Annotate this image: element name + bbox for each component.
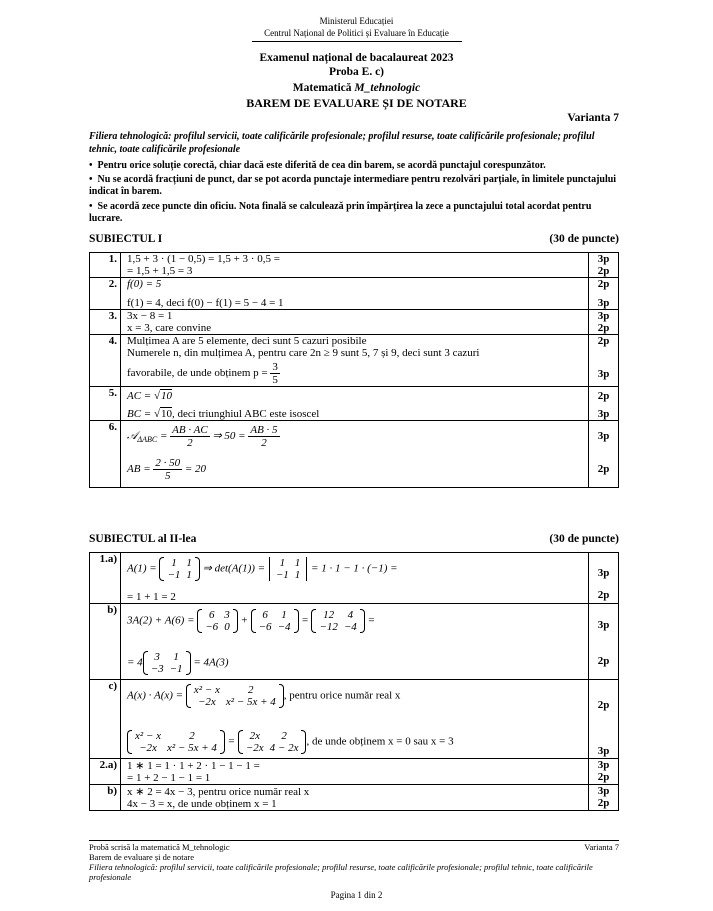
table-row bbox=[90, 387, 619, 421]
score-value: 3p bbox=[597, 253, 610, 265]
filiera-text: Filiera tehnologică: profilul servicii, toate calificările profesionale; profilul resurse, toate calificările profesionale; profilul tehnic, toate calificările profesionale bbox=[89, 131, 595, 155]
solution-line: 𝒜$_{\Delta ABC}$ = $\frac{AB \cdot AC}{2}$ ⇒ 50 = $\frac{AB \cdot 5}{2}$ bbox=[127, 424, 278, 449]
matrix: 12 4 −12 −4 bbox=[311, 609, 364, 633]
rule-item: • Se acordă zece puncte din oficiu. Nota finală se calculează prin împărțirea la zece a punctajului total acordat pentru lucrare. bbox=[89, 200, 592, 224]
score-value: 3p bbox=[597, 368, 610, 380]
table-row bbox=[90, 604, 619, 680]
determinant: 1 1 −1 1 bbox=[268, 557, 308, 581]
footer-divider bbox=[89, 840, 619, 841]
solution-line: x ∗ 2 = 4x − 3, pentru orice număr real x bbox=[127, 786, 310, 798]
solution-line: AC = √10 bbox=[127, 390, 173, 402]
score-value: 2p bbox=[597, 278, 610, 290]
solution-line: x² − x 2 −2x x² − 5x + 4 = 2x 2 −2x 4 − 2x , de unde obținem x = 0 sau x = 3 bbox=[127, 730, 588, 754]
score-value: 2p bbox=[597, 463, 610, 475]
score-value: 2p bbox=[597, 699, 610, 711]
proba-title: Proba E. c) bbox=[328, 66, 385, 78]
item-number: 6. bbox=[90, 421, 121, 488]
solution-line: 4x − 3 = x, de unde obținem x = 1 bbox=[127, 798, 277, 810]
rule-item: • Nu se acordă fracțiuni de punct, dar se pot acorda punctaje intermediare pentru rezolvări parțiale, în limitele punctajului indicat în barem. bbox=[89, 173, 617, 197]
solution-line: f(0) = 5 bbox=[127, 278, 162, 290]
item-number: 2.a) bbox=[90, 759, 121, 785]
footer-barem: Barem de evaluare și de notare bbox=[89, 852, 195, 862]
footer-exam: Probă scrisă la matematică M_tehnologic bbox=[89, 842, 230, 852]
score-value: 2p bbox=[597, 655, 610, 667]
score-value: 2p bbox=[597, 322, 610, 334]
subiect2-table bbox=[89, 552, 619, 811]
rules-list bbox=[89, 160, 619, 226]
solution-line: 1,5 + 3 · (1 − 0,5) = 1,5 + 3 · 0,5 = bbox=[127, 253, 280, 265]
table-row bbox=[90, 278, 619, 310]
item-number: 4. bbox=[90, 335, 121, 387]
solution-line: 3x − 8 = 1 bbox=[127, 310, 173, 322]
footer-info bbox=[89, 842, 619, 882]
probability-fraction: $\frac{3}{5}$ bbox=[272, 361, 278, 386]
score-value: 2p bbox=[597, 265, 610, 277]
score-value: 2p bbox=[597, 797, 610, 809]
matrix: 6 1 −6 −4 bbox=[251, 609, 299, 633]
ministry-name: Ministerul Educației bbox=[319, 16, 394, 26]
solution-line: A(x) · A(x) = x² − x 2 −2x x² − 5x + 4 , pentru orice număr real x bbox=[127, 684, 401, 708]
score-value: 2p bbox=[597, 335, 610, 347]
matrix: 1 1 −1 1 bbox=[159, 557, 199, 581]
matrix: 6 3 −6 0 bbox=[197, 609, 237, 633]
table-row bbox=[90, 310, 619, 335]
solution-line: = 1,5 + 1,5 = 3 bbox=[127, 265, 193, 277]
header-divider bbox=[252, 41, 462, 42]
item-number: 3. bbox=[90, 310, 121, 335]
item-number: 1.a) bbox=[90, 553, 121, 604]
score-value: 3p bbox=[597, 430, 610, 442]
matrix: x² − x 2 −2x x² − 5x + 4 bbox=[186, 684, 284, 708]
page-number: Pagina 1 din 2 bbox=[330, 890, 383, 900]
table-row bbox=[90, 553, 619, 604]
table-row bbox=[90, 759, 619, 785]
solution-line: Numerele n, din mulțimea A, pentru care 2n ≥ 9 sunt 5, 7 și 9, deci sunt 3 cazuri bbox=[127, 347, 480, 359]
solution-line: AB = $\frac{2 \cdot 50}{5}$ = 20 bbox=[127, 457, 207, 482]
table-row bbox=[90, 335, 619, 387]
solution-line: BC = √10, deci triunghiul ABC este isoscel bbox=[127, 408, 320, 420]
score-value: 3p bbox=[597, 297, 610, 309]
footer-filiera: Filiera tehnologică: profilul servicii, toate calificările profesionale; profilul resurse, toate calificările profesionale; profilul tehnic, toate calificările profesionale bbox=[89, 862, 593, 882]
subiect2-heading: SUBIECTUL al II-lea (30 de puncte) bbox=[89, 533, 619, 545]
subiect1-table bbox=[89, 252, 619, 488]
solution-line: A(1) = 1 1 −1 1 ⇒ det(A(1)) = 1 1 −1 1 = 1 · 1 − 1 · (−1) = bbox=[127, 557, 398, 581]
item-number: b) bbox=[90, 604, 121, 680]
score-value: 2p bbox=[597, 589, 610, 601]
solution-line: = 1 + 1 = 2 bbox=[127, 591, 176, 603]
center-name: Centrul Național de Politici și Evaluare în Educație bbox=[264, 28, 449, 38]
score-value: 3p bbox=[597, 785, 610, 797]
matrix: 3 1 −3 −1 bbox=[143, 651, 191, 675]
solution-line: 3A(2) + A(6) = 6 3 −6 0 + 6 1 −6 −4 = 12 4 −12 −4 = bbox=[127, 609, 375, 633]
score-value: 3p bbox=[597, 759, 610, 771]
score-value: 3p bbox=[597, 567, 610, 579]
score-value: 2p bbox=[597, 771, 610, 783]
variant-label: Varianta 7 bbox=[567, 112, 619, 124]
solution-line: favorabile, de unde obținem p = $\frac{3}{5}$ bbox=[127, 361, 278, 386]
item-number: b) bbox=[90, 785, 121, 811]
item-number: 2. bbox=[90, 278, 121, 310]
table-row bbox=[90, 421, 619, 488]
score-value: 2p bbox=[597, 390, 610, 402]
solution-line: Mulțimea A are 5 elemente, deci sunt 5 cazuri posibile bbox=[127, 335, 367, 347]
matrix: x² − x 2 −2x x² − 5x + 4 bbox=[127, 730, 225, 754]
subiect1-heading: SUBIECTUL I (30 de puncte) bbox=[89, 233, 619, 245]
table-row bbox=[90, 680, 619, 759]
solution-line: = 1 + 2 − 1 − 1 = 1 bbox=[127, 772, 211, 784]
item-number: 5. bbox=[90, 387, 121, 421]
exam-title: Examenul național de bacalaureat 2023 bbox=[259, 52, 454, 64]
item-number: c) bbox=[90, 680, 121, 759]
score-value: 3p bbox=[597, 408, 610, 420]
solution-line: = 4 3 1 −3 −1 = 4A(3) bbox=[127, 651, 229, 675]
solution-line: 1 ∗ 1 = 1 · 1 + 2 · 1 − 1 − 1 = bbox=[127, 760, 260, 772]
score-value: 3p bbox=[597, 619, 610, 631]
table-row bbox=[90, 785, 619, 811]
subject-title: Matematică M_tehnologic bbox=[292, 82, 421, 94]
rule-item: • Pentru orice soluție corectă, chiar dacă este diferită de cea din barem, se acordă punctajul corespunzător. bbox=[89, 160, 546, 171]
matrix: 2x 2 −2x 4 − 2x bbox=[238, 730, 307, 754]
score-value: 3p bbox=[597, 310, 610, 322]
solution-line: f(1) = 4, deci f(0) − f(1) = 5 − 4 = 1 bbox=[127, 297, 284, 309]
score-value: 3p bbox=[597, 745, 610, 757]
footer-variant: Varianta 7 bbox=[584, 842, 619, 852]
barem-title: BAREM DE EVALUARE ȘI DE NOTARE bbox=[246, 96, 467, 110]
item-number: 1. bbox=[90, 253, 121, 278]
table-row bbox=[90, 253, 619, 278]
solution-line: x = 3, care convine bbox=[127, 322, 212, 334]
